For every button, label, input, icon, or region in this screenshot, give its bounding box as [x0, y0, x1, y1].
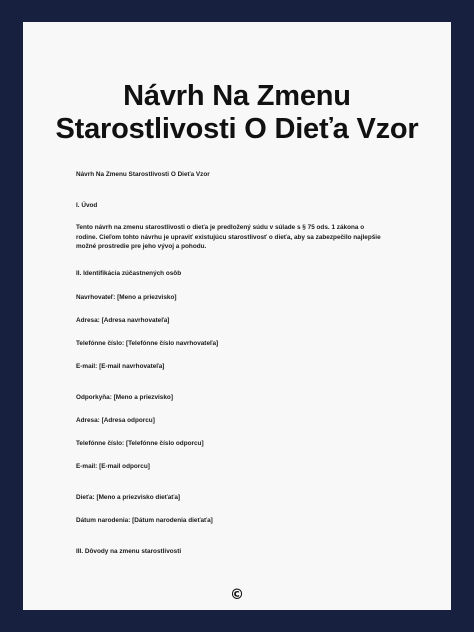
document-page — [23, 22, 451, 610]
respondent-phone: Telefónne číslo: [Telefónne číslo odporcu] — [76, 440, 204, 447]
document-title-line-2: Starostlivosti O Dieťa Vzor — [55, 113, 419, 145]
introduction-paragraph: Tento návrh na zmenu starostlivosti o dieťa je predložený súdu v súlade s § 75 ods. 1 zákona o rodine. Cieľom tohto návrhu je upraviť existujúcu starostlivosť o dieťa, aby sa zabezpečilo najlepšie možné prostredie pre jeho vývoj a pohodu. — [76, 224, 381, 250]
petitioner-address: Adresa: [Adresa navrhovateľa] — [76, 317, 170, 324]
section-heading-introduction: I. Úvod — [76, 202, 98, 209]
respondent-name: Odporkyňa: [Meno a priezvisko] — [76, 394, 173, 401]
copyright-icon: © — [230, 587, 244, 603]
respondent-address: Adresa: [Adresa odporcu] — [76, 417, 155, 424]
document-title — [23, 80, 451, 146]
section-heading-parties: II. Identifikácia zúčastnených osôb — [76, 270, 182, 277]
petitioner-name: Navrhovateľ: [Meno a priezvisko] — [76, 294, 177, 301]
child-name: Dieťa: [Meno a priezvisko dieťaťa] — [76, 494, 181, 501]
respondent-email: E-mail: [E-mail odporcu] — [76, 463, 150, 470]
section-heading-reasons: III. Dôvody na zmenu starostlivosti — [76, 548, 182, 555]
petitioner-email: E-mail: [E-mail navrhovateľa] — [76, 363, 165, 370]
document-title-line-1: Návrh Na Zmenu — [123, 80, 351, 112]
document-subtitle: Návrh Na Zmenu Starostlivosti O Dieťa Vzor — [76, 171, 210, 178]
child-birthdate: Dátum narodenia: [Dátum narodenia dieťaťa] — [76, 517, 213, 524]
petitioner-phone: Telefónne číslo: [Telefónne číslo navrhovateľa] — [76, 340, 219, 347]
